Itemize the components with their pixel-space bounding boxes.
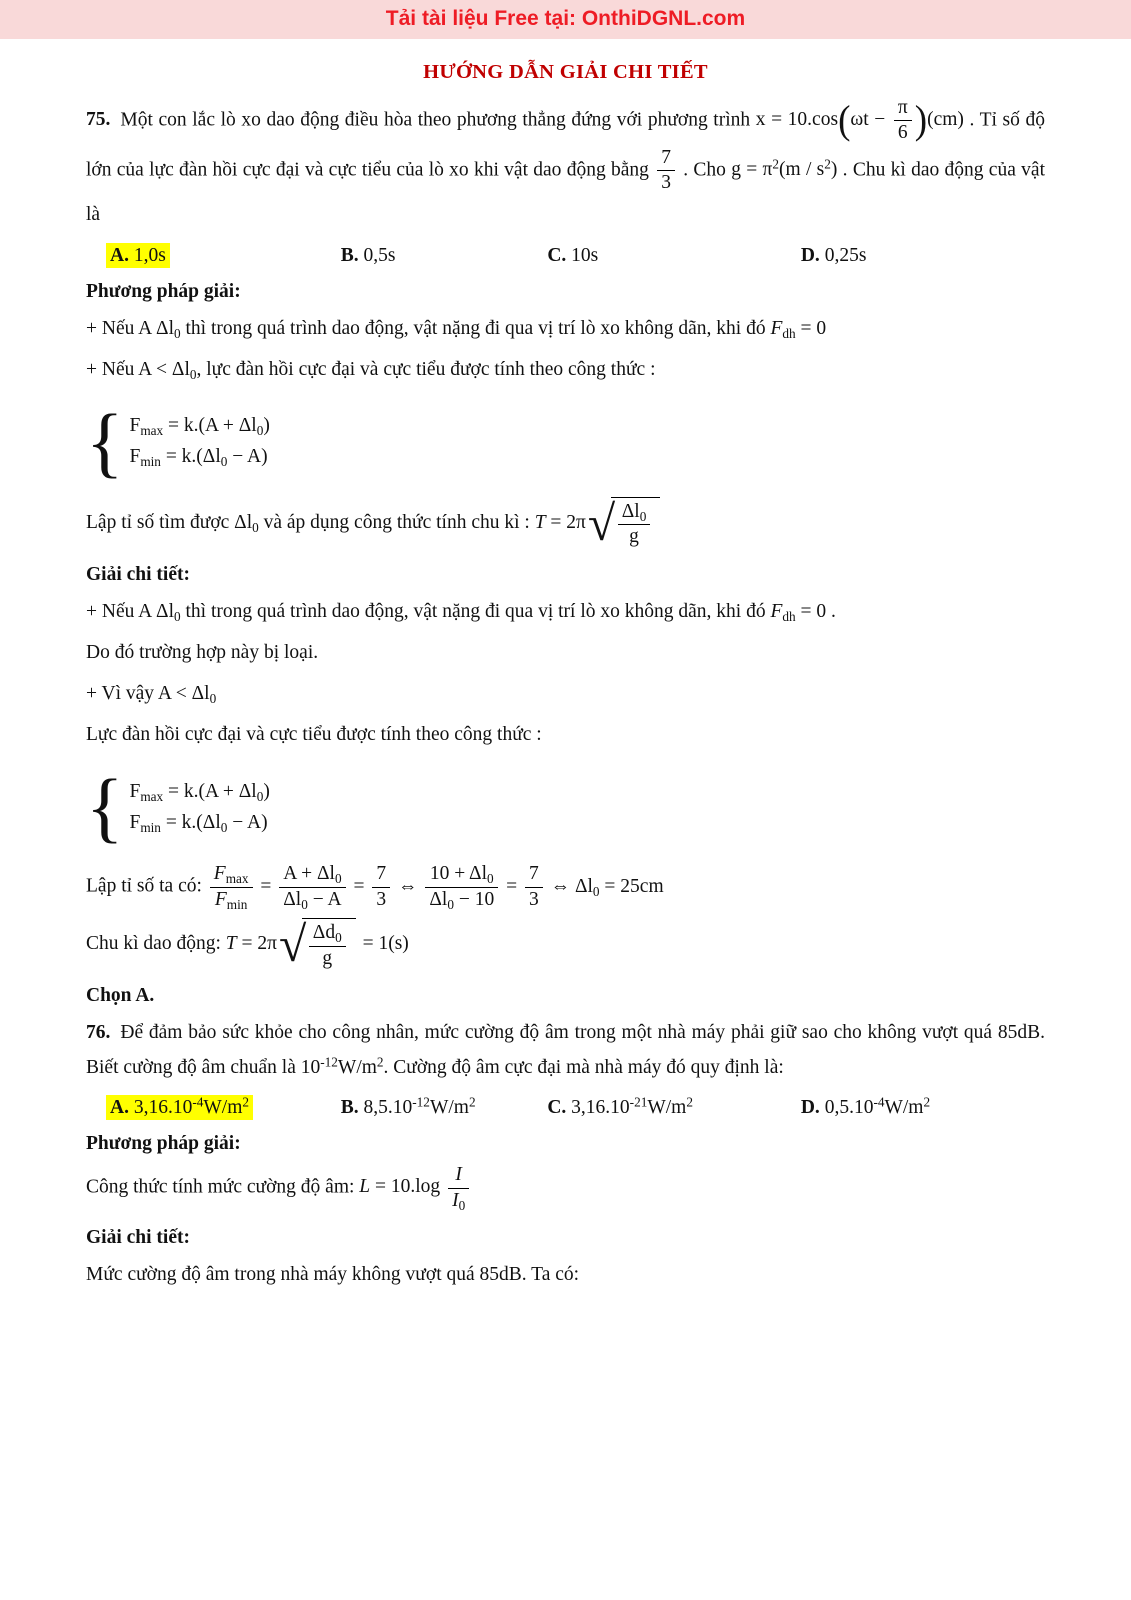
force-system-method (86, 399, 1045, 485)
question-75-number: 75. (86, 109, 111, 131)
fraction-dl0-over-g: $\frac{\Delta l_0}{g}$ (618, 500, 651, 550)
option-letter: B. (340, 1097, 359, 1119)
page-title: HƯỚNG DẪN GIẢI CHI TIẾT (423, 61, 708, 83)
detail-75-note-1: + Nếu A $\Delta l_0$ thì trong quá trình dao động, vật nặng đi qua vị trí lò xo không dãn, khi đó $F_{dh} = 0$ . (86, 600, 836, 624)
fraction-7-over-3: $\frac{7}{3}$ (657, 146, 675, 196)
answer-options-76 (86, 1094, 1045, 1119)
option-75-d (801, 245, 1045, 267)
fraction-numerator: $10 + \Delta l_0$ (429, 863, 494, 887)
option-value: $8,5.10^{-12}W/m^2$ (363, 1094, 476, 1119)
elastic-force-symbol: $F_{dh}$ (770, 600, 796, 624)
option-text: 0,5s (363, 244, 396, 266)
amplitude-condition: $A < \Delta l_0$ (138, 358, 197, 382)
option-letter: D. (800, 244, 820, 266)
detail-75-note-3: + Vì vậy $A < \Delta l_0$ (86, 682, 217, 706)
option-75-a (106, 245, 341, 267)
square-root (279, 918, 356, 971)
detail-heading-76: Giải chi tiết: (86, 1226, 190, 1248)
left-brace-icon: { (86, 397, 124, 485)
statement-text-4: . Chu kì dao động của vật là (86, 159, 1045, 225)
radicand (611, 497, 661, 550)
method-75-note-1: + Nếu A $\Delta l_0$ thì trong quá trình dao động, vật nặng đi qua vị trí lò xo không dãn, khi đó $F_{dh} = 0$ (86, 317, 827, 341)
fraction-numerator: $A + \Delta l_0$ (283, 863, 342, 887)
left-paren-icon: ( (838, 98, 851, 143)
option-letter: A. (110, 244, 129, 266)
option-value: $3,16.10^{-21}W/m^2$ (571, 1094, 693, 1119)
option-letter: A. (110, 1097, 129, 1119)
option-letter: C. (547, 1097, 567, 1119)
radicand (302, 918, 356, 971)
fraction-a-plus-dl0 (279, 862, 345, 912)
system-lines (129, 415, 269, 468)
option-text: 0,25s (824, 244, 867, 266)
banner-text: Tải tài liệu Free tại: OnthiDGNL.com (385, 7, 746, 30)
fraction-denominator: $\Delta l_0 - A$ (279, 887, 345, 912)
top-banner (0, 0, 1131, 39)
delta-l0-symbol: $\Delta l_0$ (234, 511, 259, 535)
option-value: $3,16.10^{-4}W/m^2$ (133, 1094, 250, 1119)
fraction-denominator: $F_{min}$ (210, 887, 253, 912)
fmax-equation: $F_{max} = k.(A + \Delta l_0)$ (129, 780, 270, 804)
option-76-b (340, 1094, 548, 1119)
method-75-conclusion: Lập tỉ số tìm được $\Delta l_0$ và áp dụng công thức tính chu kì : T = 2π √ $\frac{\Delta l_0}{g}$ (86, 497, 1045, 550)
gravity-equation: $g = \pi^2(m / s^2)$ (731, 156, 838, 181)
statement-text-3: . Cho (677, 159, 732, 181)
fraction-i-over-i0: $\frac{I}{I_0}$ (448, 1163, 469, 1213)
fraction-dd0-over-g: $\frac{\Delta d_0}{g}$ (309, 921, 346, 971)
square-root (588, 497, 660, 550)
detail-75-note-2: Do đó trường hợp này bị loại. (86, 641, 319, 663)
fraction-numerator: $\Delta d_0$ (312, 922, 342, 946)
detail-heading-75: Giải chi tiết: (86, 563, 190, 585)
detail-75-note-4: Lực đàn hồi cực đại và cực tiểu được tính theo công thức : (86, 724, 542, 746)
delta-l0-symbol: $\Delta l_0$ (156, 600, 181, 624)
method-75-note-2: + Nếu $A < \Delta l_0$, lực đàn hồi cực đại và cực tiểu được tính theo công thức : (86, 358, 656, 382)
fraction-7-over-3: $\frac{7}{3}$ (372, 862, 390, 912)
fmin-equation: $F_{min} = k.(\Delta l_0 - A)$ (129, 811, 268, 835)
fraction-pi-over-6: $\frac{\pi}{6}$ (894, 96, 912, 146)
fmax-equation: $F_{max} = k.(A + \Delta l_0)$ (129, 415, 270, 439)
displacement-equation: x = 10.cos(ωt − $\frac{\pi}{6}$ )(cm) (756, 109, 964, 130)
answer-options-75 (86, 245, 1045, 267)
method-heading-75: Phương pháp giải: (86, 280, 241, 302)
question-76-statement: 76. Để đảm bảo sức khỏe cho công nhân, mức cường độ âm trong một nhà máy phải giữ sao cho không vượt quá 85dB. Biết cường độ âm chuẩn là $10^{-12}W/m^2$. Cường độ âm cực đại mà nhà máy đó quy định là: (86, 1021, 1045, 1079)
detail-76-note-1: Mức cường độ âm trong nhà máy không vượt quá 85dB. Ta có: (86, 1263, 580, 1285)
answer-choice-75: Chọn A. (86, 984, 155, 1006)
statement-text-1: Một con lắc lò xo dao động điều hòa theo phương thẳng đứng với phương trình (120, 109, 756, 131)
statement-text-1: Để đảm bảo sức khỏe cho công nhân, mức cường độ âm trong một nhà máy phải giữ sao cho không vượt quá 85dB. Biết cường độ âm chuẩn là 10 (86, 1021, 1045, 1079)
option-value: $0,5.10^{-4}W/m^2$ (824, 1094, 931, 1119)
fraction-numerator: $\Delta l_0$ (621, 501, 647, 524)
option-letter: B. (340, 244, 359, 266)
option-76-d (800, 1094, 1045, 1119)
fraction-7-over-3: $\frac{7}{3}$ (525, 862, 543, 912)
option-letter: C. (547, 244, 567, 266)
force-system-detail (86, 764, 1045, 850)
ratio-derivation: Lập tỉ số ta có: $\frac{F_{max}}{F_{min}}$ = $\frac{A + \Delta l_0}{\Delta l_0 - A}$ = $\frac{7}{3}$ ⇔ $\frac{10 + \Delta l_0}{\Delta l_0 - 10}$ = $\frac{7}{3}$ ⇔ $\Delta l_0 = 25cm$ (86, 863, 664, 912)
method-76-formula: Công thức tính mức cường độ âm: L = 10.log $\frac{I}{I_0}$ (86, 1163, 1045, 1213)
intensity-level-formula: L = 10.log $\frac{I}{I_0}$ (359, 1176, 472, 1197)
ratio-equation: $\frac{F_{max}}{F_{min}}$ = $\frac{A + \Delta l_0}{\Delta l_0 - A}$ = $\frac{7}{3}$ ⇔ $\frac{10 + \Delta l_0}{\Delta l_0 - 10}$ = $\frac{7}{3}$ ⇔ $\Delta l_0 = 25cm$ (207, 876, 664, 897)
fraction-denominator: $\Delta l_0 - 10$ (425, 887, 498, 912)
fraction-fmax-over-fmin (210, 862, 253, 912)
elastic-force-symbol: $F_{dh}$ (770, 317, 796, 341)
option-text: 10s (571, 244, 599, 266)
fmin-equation: $F_{min} = k.(\Delta l_0 - A)$ (129, 446, 268, 470)
method-heading-76: Phương pháp giải: (86, 1133, 241, 1155)
question-75-statement (86, 96, 1045, 233)
statement-text-2: W/m (337, 1057, 377, 1079)
period-formula: T = 2π √ $\frac{\Delta l_0}{g}$ (535, 512, 663, 533)
option-75-c (547, 245, 801, 267)
period-formula: T = 2π √ $\frac{\Delta d_0}{g}$ = 1(s) (225, 916, 409, 972)
document-body (0, 39, 1131, 1338)
option-letter: D. (800, 1097, 820, 1119)
delta-l0-symbol: $\Delta l_0$ (156, 317, 181, 341)
right-paren-icon: ) (914, 98, 928, 143)
radical-icon: √ (587, 495, 616, 551)
option-75-b (341, 245, 548, 267)
left-brace-icon: { (86, 763, 124, 851)
option-text: 1,0s (133, 244, 166, 266)
system-lines (129, 781, 269, 834)
fraction-numerator: $F_{max}$ (213, 863, 249, 887)
equation-system (86, 763, 270, 851)
statement-text-2: . Tỉ số độ lớn của lực đàn hồi cực đại và cực tiểu của lò xo khi vật dao động bằng (86, 109, 1045, 181)
statement-text-3: . Cường độ âm cực đại mà nhà máy đó quy định là: (383, 1057, 784, 1079)
fraction-denominator: $I_0$ (448, 1188, 469, 1213)
fraction-10-plus-dl0 (425, 862, 498, 912)
option-76-a (106, 1094, 341, 1119)
option-76-c (547, 1094, 801, 1119)
equation-system (86, 397, 270, 485)
question-76-number: 76. (86, 1021, 111, 1043)
highlighted-answer (106, 1095, 253, 1120)
period-calculation: Chu kì dao động: T = 2π √ $\frac{\Delta d_0}{g}$ = 1(s) (86, 916, 409, 972)
highlighted-answer (106, 243, 170, 268)
radical-icon: √ (278, 916, 307, 972)
amplitude-condition: $A < \Delta l_0$ (157, 682, 217, 706)
